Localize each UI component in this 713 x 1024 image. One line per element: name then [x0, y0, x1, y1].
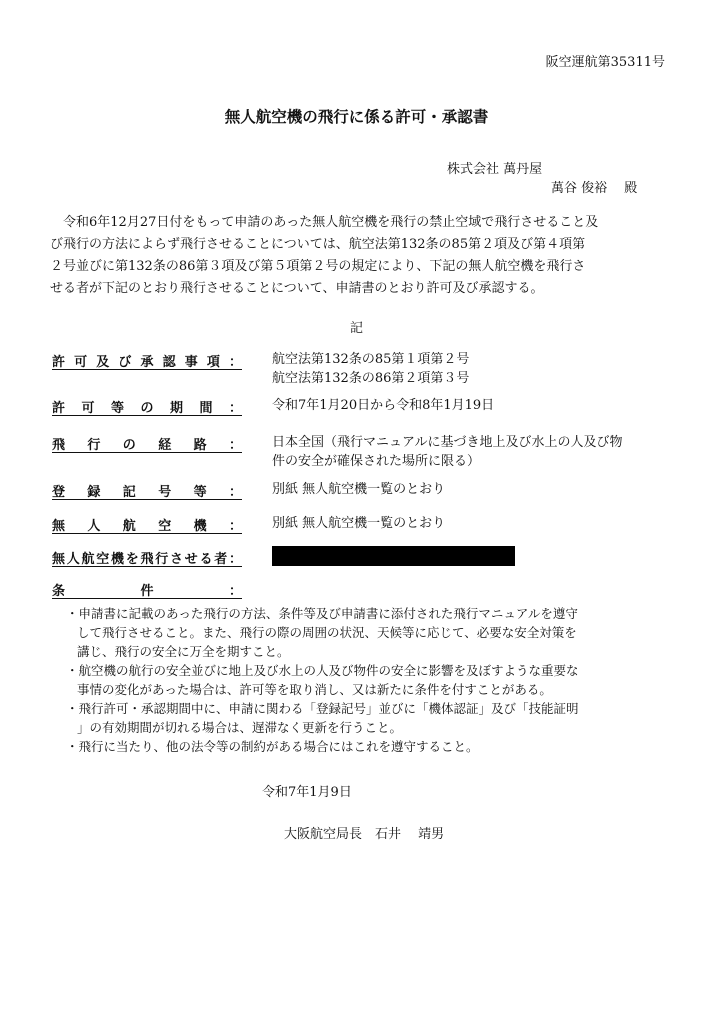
value-flight-route [272, 433, 622, 471]
label-conditions: 条件： [52, 584, 242, 599]
condition-line: 事情の変化があった場合は、許可等を取り消し、又は新たに条件を付すことがある。 [77, 682, 552, 697]
condition-line: 」の有効期間が切れる場合は、遅滞なく更新を行うこと。 [77, 720, 403, 735]
condition-item [66, 604, 686, 661]
value-permission-items [272, 350, 469, 388]
condition-line: ・申請書に記載のあった飛行の方法、条件等及び申請書に添付された飛行マニュアルを遵守 [66, 606, 578, 621]
intro-line: 令和6年12月27日付をもって申請のあった無人航空機を飛行の禁止空域で飛行させること及 [63, 215, 599, 230]
intro-paragraph [50, 212, 670, 300]
condition-item [66, 699, 686, 737]
intro-line: び飛行の方法によらず飛行させることについては、航空法第132条の85第２項及び第４項第 [50, 237, 586, 252]
document-number: 阪空運航第35311号 [545, 55, 665, 70]
value-line: 別紙 無人航空機一覧のとおり [272, 482, 446, 497]
label-permission-items: 許可及び承認事項： [52, 355, 242, 370]
conditions-list [66, 604, 686, 756]
value-line: 航空法第132条の86第２項第３号 [272, 371, 470, 386]
intro-line: ２号並びに第132条の86第３項及び第５項第２号の規定により、下記の無人航空機を飛行さ [50, 259, 586, 274]
condition-item [66, 737, 686, 756]
signer: 大阪航空局長 石井 靖男 [284, 827, 445, 842]
label-flight-route: 飛行の経路： [52, 438, 242, 453]
value-line: 件の安全が確保された場所に限る） [272, 454, 481, 469]
ki-heading: 記 [349, 321, 363, 336]
redaction-bar [272, 546, 515, 566]
label-period: 許可等の期間： [52, 401, 242, 416]
issue-date: 令和7年1月9日 [262, 785, 352, 800]
label-operator: 無人航空機を飛行させる者： [52, 552, 242, 567]
condition-line: して飛行させること。また、飛行の際の周囲の状況、天候等に応じて、必要な安全対策を [77, 625, 577, 640]
condition-line: ・飛行許可・承認期間中に、申請に関わる「登録記号」並びに「機体認証」及び「技能証明 [66, 701, 579, 716]
condition-line: 講じ、飛行の安全に万全を期すこと。 [77, 644, 290, 659]
value-period [272, 396, 494, 415]
label-drone: 無人航空機： [52, 519, 242, 534]
value-drone [272, 514, 445, 533]
value-registration [272, 480, 445, 499]
condition-item [66, 661, 686, 699]
addressee-company: 株式会社 萬丹屋 [447, 162, 543, 177]
addressee-person: 萬谷 俊裕 殿 [551, 181, 638, 196]
value-line: 日本全国（飛行マニュアルに基づき地上及び水上の人及び物 [272, 435, 623, 450]
value-line: 令和7年1月20日から令和8年1月19日 [272, 398, 495, 413]
condition-line: ・飛行に当たり、他の法令等の制約がある場合にはこれを遵守すること。 [66, 739, 479, 754]
value-line: 航空法第132条の85第１項第２号 [272, 352, 470, 367]
label-registration: 登録記号等： [52, 485, 242, 500]
intro-line: せる者が下記のとおり飛行させることについて、申請書のとおり許可及び承認する。 [50, 281, 544, 296]
value-line: 別紙 無人航空機一覧のとおり [272, 516, 446, 531]
document-title: 無人航空機の飛行に係る許可・承認書 [224, 107, 489, 126]
condition-line: ・航空機の航行の安全並びに地上及び水上の人及び物件の安全に影響を及ぼすような重要な [66, 663, 579, 678]
